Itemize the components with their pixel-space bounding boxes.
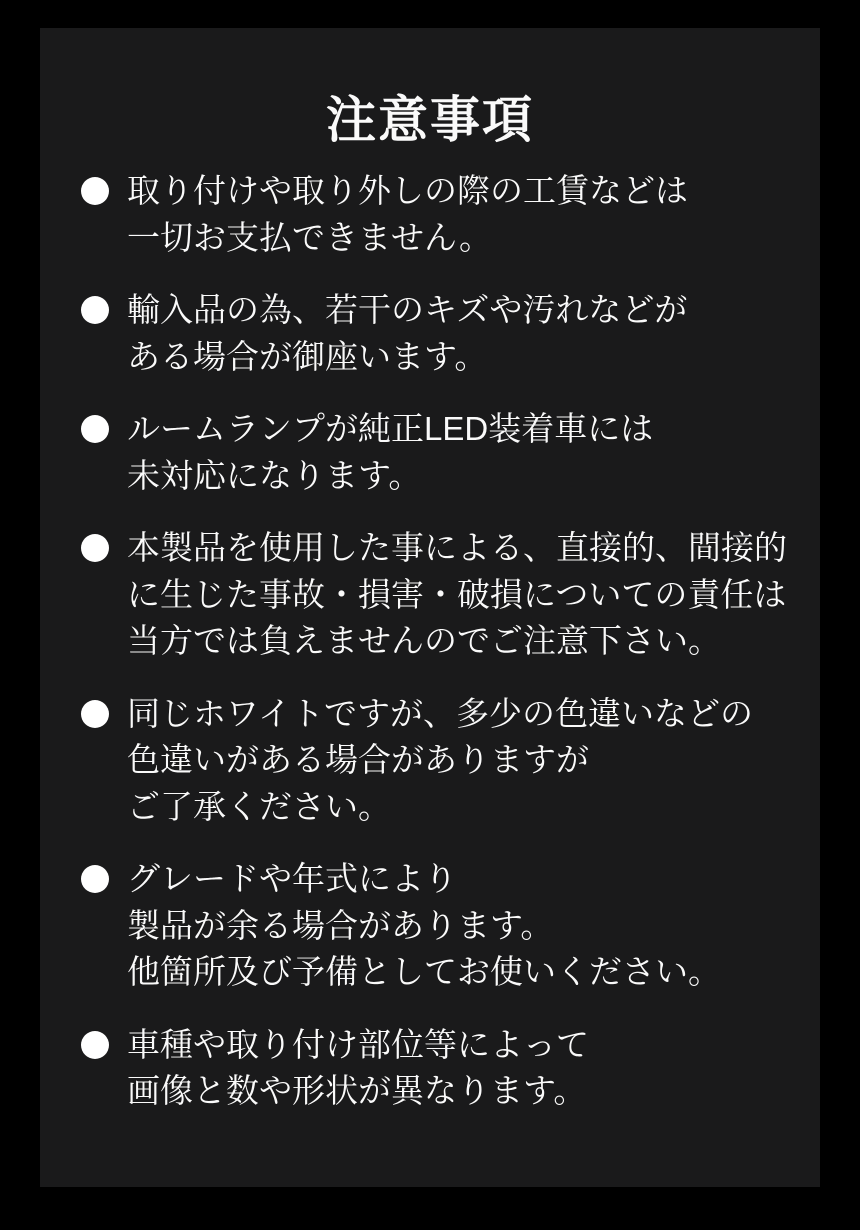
note-text [127, 406, 653, 499]
note-text [127, 168, 688, 261]
note-item [81, 1022, 792, 1115]
note-text [127, 525, 787, 665]
note-line: 製品が余る場合があります。 [127, 906, 554, 944]
note-line: に生じた事故・損害・破損についての責任は [127, 575, 787, 613]
note-line: 画像と数や形状が異なります。 [127, 1072, 587, 1109]
note-line: ある場合が御座います。 [127, 337, 488, 375]
note-line: 輸入品の為、若干のキズや汚れなどが [127, 291, 688, 328]
filled-circle-bullet-icon [81, 296, 109, 324]
note-line: 未対応になります。 [127, 456, 422, 494]
note-text [127, 691, 753, 831]
note-line: グレードや年式により [127, 860, 457, 897]
note-line: 色違いがある場合がありますが [127, 741, 589, 778]
note-text [127, 287, 687, 380]
note-line: 当方では負えませんのでご注意下さい。 [127, 622, 721, 659]
note-item [81, 856, 792, 996]
note-item [81, 406, 792, 499]
note-line: ルームランプが純正LED装着車には [127, 410, 654, 447]
filled-circle-bullet-icon [81, 534, 109, 562]
note-line: 同じホワイトですが、多少の色違いなどの [127, 694, 754, 732]
page-title: 注意事項 [326, 92, 534, 148]
note-item [81, 691, 792, 831]
filled-circle-bullet-icon [81, 1031, 109, 1059]
filled-circle-bullet-icon [81, 700, 109, 728]
note-item [81, 287, 792, 380]
filled-circle-bullet-icon [81, 177, 109, 205]
notes-list [40, 168, 820, 1115]
filled-circle-bullet-icon [81, 415, 109, 443]
note-line: ご了承ください。 [127, 787, 391, 825]
note-line: 車種や取り付け部位等によって [127, 1025, 589, 1063]
note-line: 取り付けや取り外しの際の工賃などは [127, 172, 688, 209]
note-item [81, 525, 792, 665]
filled-circle-bullet-icon [81, 865, 109, 893]
note-line: 本製品を使用した事による、直接的、間接的 [127, 529, 787, 566]
note-line: 他箇所及び予備としてお使いください。 [127, 953, 721, 990]
note-text [127, 856, 721, 996]
notice-panel [40, 28, 820, 1187]
note-item [81, 168, 792, 261]
note-text [127, 1022, 589, 1115]
note-line: 一切お支払できません。 [127, 218, 492, 256]
